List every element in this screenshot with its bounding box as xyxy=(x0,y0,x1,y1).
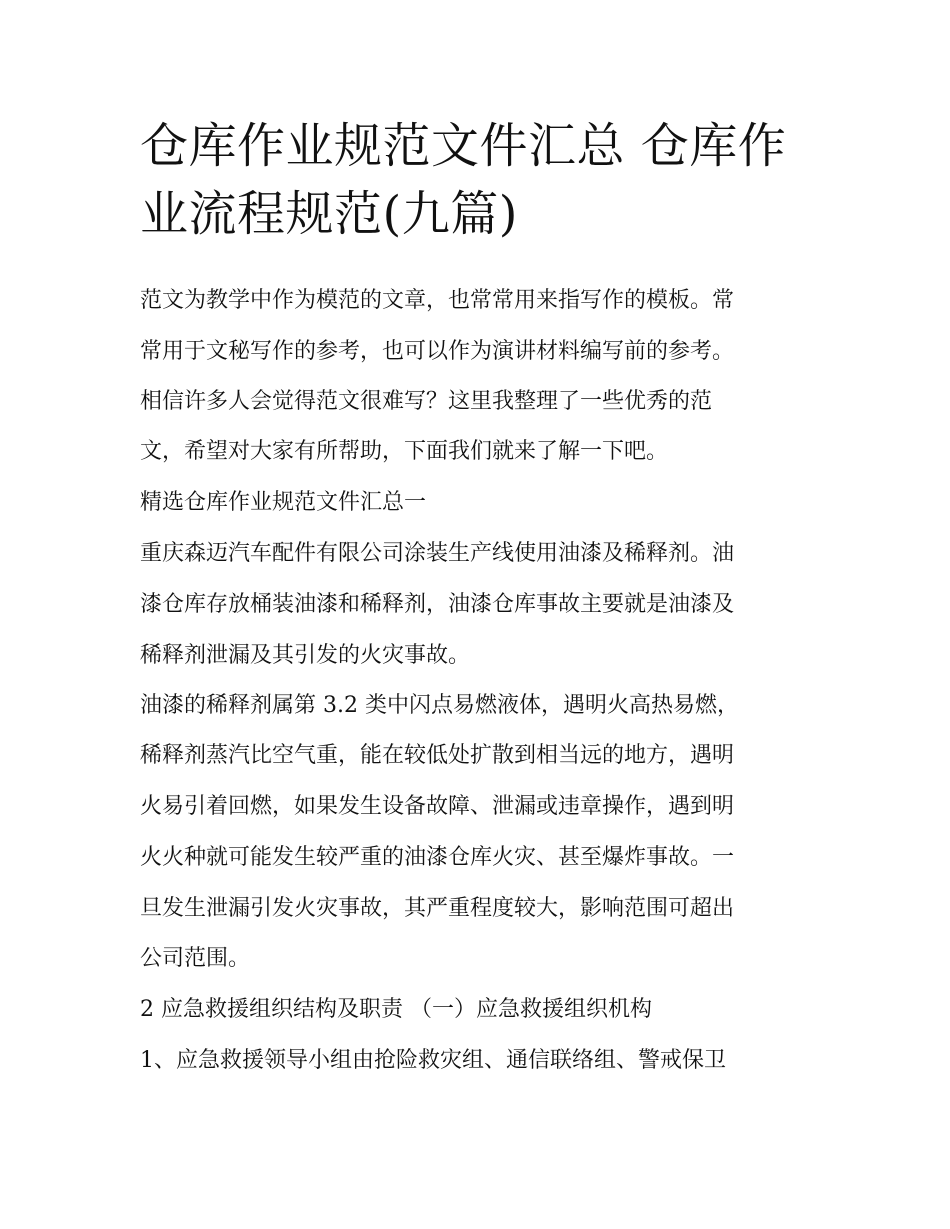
paragraph-line: 稀释剂泄漏及其引发的火灾事故。 xyxy=(140,643,471,668)
section-heading: 2 应急救援组织结构及职责 （一）应急救援组织机构 xyxy=(140,997,652,1022)
paragraph-line: 1、应急救援领导小组由抢险救灾组、通信联络组、警戒保卫 xyxy=(140,1048,726,1073)
paragraph-line: 旦发生泄漏引发火灾事故，其严重程度较大，影响范围可超出 xyxy=(140,896,735,921)
paragraph-line: 火火种就可能发生较严重的油漆仓库火灾、甚至爆炸事故。一 xyxy=(140,845,735,870)
paragraph-line: 相信许多人会觉得范文很难写？这里我整理了一些优秀的范 xyxy=(140,389,713,414)
paragraph-line: 公司范围。 xyxy=(140,946,251,971)
paragraph-line: 重庆森迈汽车配件有限公司涂装生产线使用油漆及稀释剂。油 xyxy=(140,541,735,566)
paragraph-line: 稀释剂蒸汽比空气重，能在较低处扩散到相当远的地方，遇明 xyxy=(140,743,735,768)
paragraph-line: 火易引着回燃，如果发生设备故障、泄漏或违章操作，遇到明 xyxy=(140,794,735,819)
paragraph-line: 范文为教学中作为模范的文章，也常常用来指写作的模板。常 xyxy=(140,288,735,313)
paragraph-line: 常用于文秘写作的参考，也可以作为演讲材料编写前的参考。 xyxy=(140,339,735,364)
paragraph-line: 漆仓库存放桶装油漆和稀释剂，油漆仓库事故主要就是油漆及 xyxy=(140,592,735,617)
paragraph-line: 文，希望对大家有所帮助，下面我们就来了解一下吧。 xyxy=(140,439,669,464)
section-heading: 精选仓库作业规范文件汇总一 xyxy=(140,490,427,515)
paragraph-line: 油漆的稀释剂属第 3.2 类中闪点易燃液体，遇明火高热易燃， xyxy=(140,693,739,718)
document-title: 仓库作业规范文件汇总 仓库作业流程规范(九篇) xyxy=(140,118,787,242)
